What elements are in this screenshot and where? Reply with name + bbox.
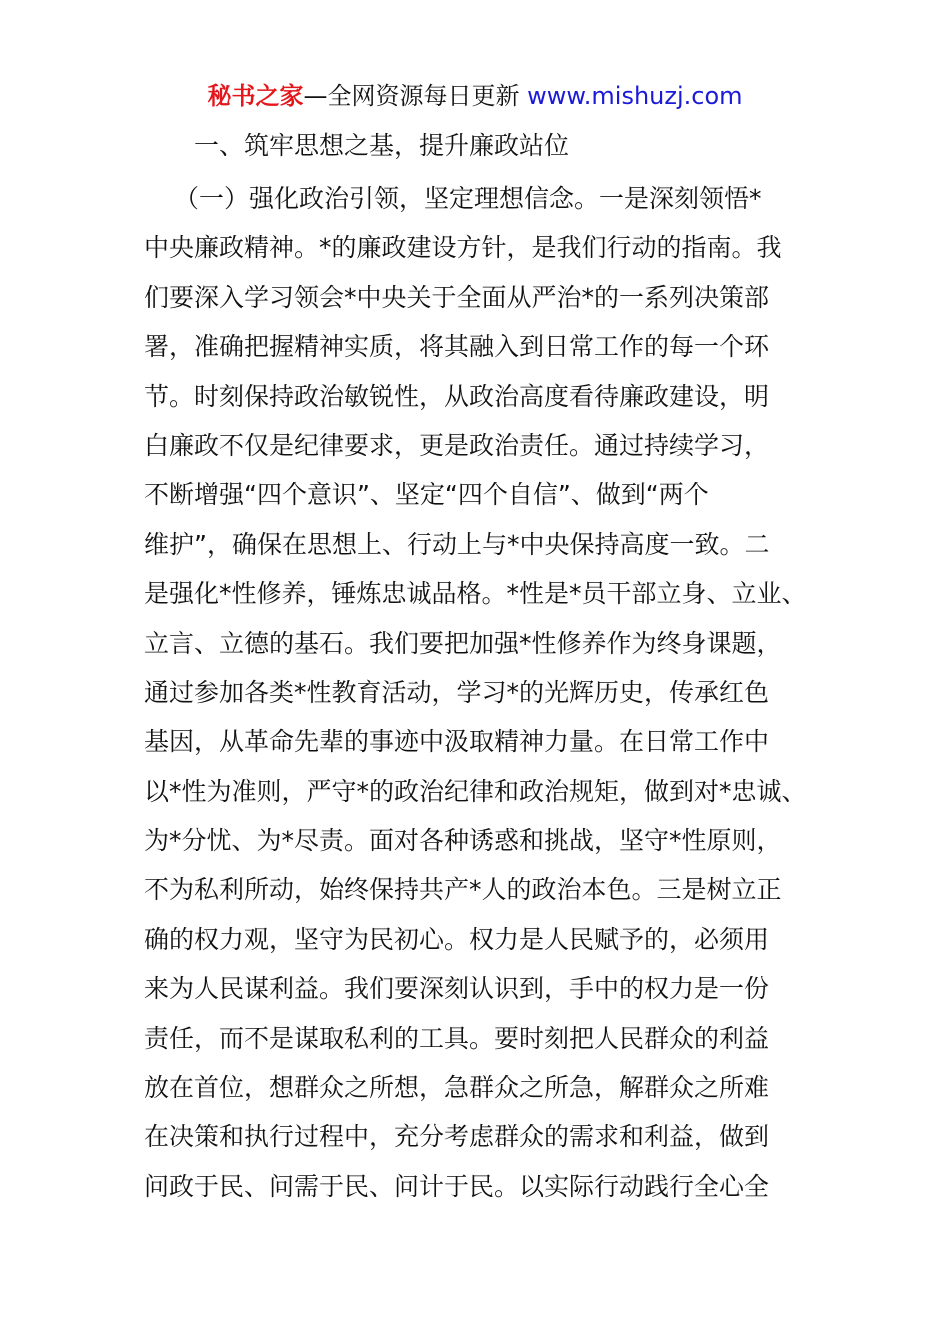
text-line: 署，准确把握精神实质，将其融入到日常工作的每一个环 [144, 332, 770, 362]
text-line: 为*分忧、为*尽责。面对各种诱惑和挑战，坚守*性原则， [144, 826, 782, 856]
site-banner [0, 80, 950, 112]
text-line: 放在首位，想群众之所想，急群众之所急，解群众之所难 [144, 1073, 770, 1103]
text-line: 以*性为准则，严守*的政治纪律和政治规矩，做到对*忠诚、 [144, 776, 807, 806]
text-line: 来为人民谋利益。我们要深刻认识到，手中的权力是一份 [144, 974, 770, 1004]
text-line: 立言、立德的基石。我们要把加强*性修养作为终身课题， [144, 628, 782, 658]
text-line: 问政于民、问需于民、问计于民。以实际行动践行全心全 [144, 1171, 770, 1201]
text-line: 基因，从革命先辈的事迹中汲取精神力量。在日常工作中 [144, 727, 770, 757]
text-line: 节。时刻保持政治敏锐性，从政治高度看待廉政建设，明 [144, 381, 770, 411]
text-line: 在决策和执行过程中，充分考虑群众的需求和利益，做到 [144, 1122, 770, 1152]
text-line: 白廉政不仅是纪律要求，更是政治责任。通过持续学习， [144, 430, 770, 460]
site-tagline: —全网资源每日更新 [303, 82, 528, 110]
text-line: 责任，而不是谋取私利的工具。要时刻把人民群众的利益 [144, 1023, 770, 1053]
text-line: 中央廉政精神。*的廉政建设方针，是我们行动的指南。我 [144, 233, 782, 263]
text-line: 通过参加各类*性教育活动，学习*的光辉历史，传承红色 [144, 677, 770, 707]
text-line: （一）强化政治引领，坚定理想信念。一是深刻领悟* [174, 184, 762, 213]
text-line: 们要深入学习领会*中央关于全面从严治*的一系列决策部 [144, 282, 770, 312]
section-heading: 一、筑牢思想之基，提升廉政站位 [194, 131, 570, 160]
body-paragraph [144, 174, 824, 1211]
text-line: 不断增强“四个意识”、坚定“四个自信”、做到“两个 [144, 480, 709, 510]
site-url-link[interactable]: www.mishuzj.com [527, 82, 743, 110]
text-line: 维护”，确保在思想上、行动上与*中央保持高度一致。二 [144, 529, 770, 559]
text-line: 确的权力观，坚守为民初心。权力是人民赋予的，必须用 [144, 924, 770, 954]
text-line: 是强化*性修养，锤炼忠诚品格。*性是*员干部立身、立业、 [144, 579, 807, 609]
site-name: 秘书之家 [207, 82, 304, 110]
text-line: 不为私利所动，始终保持共产*人的政治本色。三是树立正 [144, 875, 782, 905]
